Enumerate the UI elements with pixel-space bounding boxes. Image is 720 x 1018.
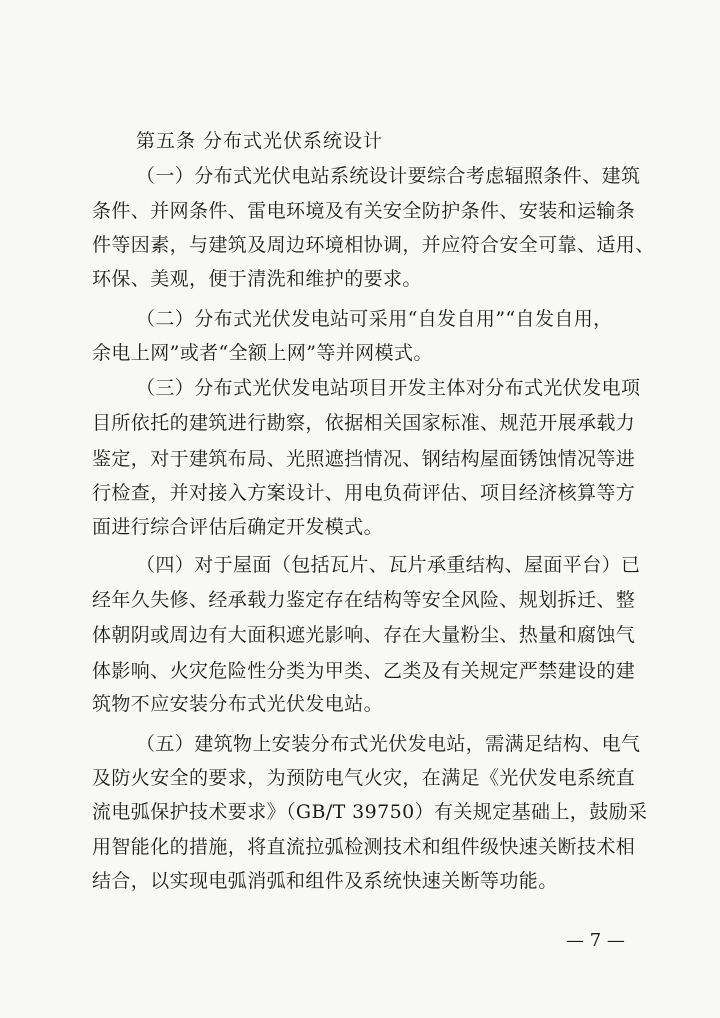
paragraph-5-line-5: 结合，以实现电弧消弧和组件及系统快速关断等功能。 (92, 870, 558, 892)
paragraph-4-line-2: 经年久失修、经承载力鉴定存在结构等安全风险、规划拆迁、整 (92, 589, 636, 611)
page-number: — 7 — (566, 930, 625, 951)
paragraph-5-line-3: 流电弧保护技术要求》（GB/T 39750）有关规定基础上，鼓励采 (92, 801, 648, 823)
paragraph-1-line-4: 环保、美观，便于清洗和维护的要求。 (92, 268, 422, 290)
paragraph-1-line-3: 件等因素，与建筑及周边环境相协调，并应符合安全可靠、适用、 (92, 234, 655, 256)
paragraph-3-line-2: 目所依托的建筑进行勘察，依据相关国家标准、规范开展承载力 (92, 412, 636, 434)
paragraph-4-line-4: 体影响、火灾危险性分类为甲类、乙类及有关规定严禁建设的建 (92, 660, 636, 682)
paragraph-1-line-2: 条件、并网条件、雷电环境及有关安全防护条件、安装和运输条 (92, 200, 636, 222)
section-heading: 第五条 分布式光伏系统设计 (136, 130, 384, 152)
paragraph-4-line-3: 体朝阴或周边有大面积遮光影响、存在大量粉尘、热量和腐蚀气 (92, 624, 636, 646)
paragraph-1-line-1: （一）分布式光伏电站系统设计要综合考虑辐照条件、建筑 (136, 165, 641, 187)
paragraph-4-line-1: （四）对于屋面（包括瓦片、瓦片承重结构、屋面平台）已 (136, 554, 641, 576)
paragraph-3-line-3: 鉴定，对于建筑布局、光照遮挡情况、钢结构屋面锈蚀情况等进 (92, 448, 636, 470)
paragraph-5-line-2: 及防火安全的要求，为预防电气火灾，在满足《光伏发电系统直 (92, 767, 636, 789)
paragraph-2-line-1: （二）分布式光伏发电站可采用“自发自用”“自发自用， (136, 308, 613, 330)
paragraph-5-line-1: （五）建筑物上安装分布式光伏发电站，需满足结构、电气 (136, 733, 641, 755)
paragraph-3-line-1: （三）分布式光伏发电站项目开发主体对分布式光伏发电项 (136, 377, 641, 399)
paragraph-3-line-5: 面进行综合评估后确定开发模式。 (92, 516, 384, 538)
paragraph-5-line-4: 用智能化的措施，将直流拉弧检测技术和组件级快速关断技术相 (92, 836, 636, 858)
paragraph-4-line-5: 筑物不应安装分布式光伏发电站。 (92, 693, 384, 715)
paragraph-3-line-4: 行检查，并对接入方案设计、用电负荷评估、项目经济核算等方 (92, 482, 636, 504)
paragraph-2-line-2: 余电上网”或者“全额上网”等并网模式。 (92, 342, 433, 364)
